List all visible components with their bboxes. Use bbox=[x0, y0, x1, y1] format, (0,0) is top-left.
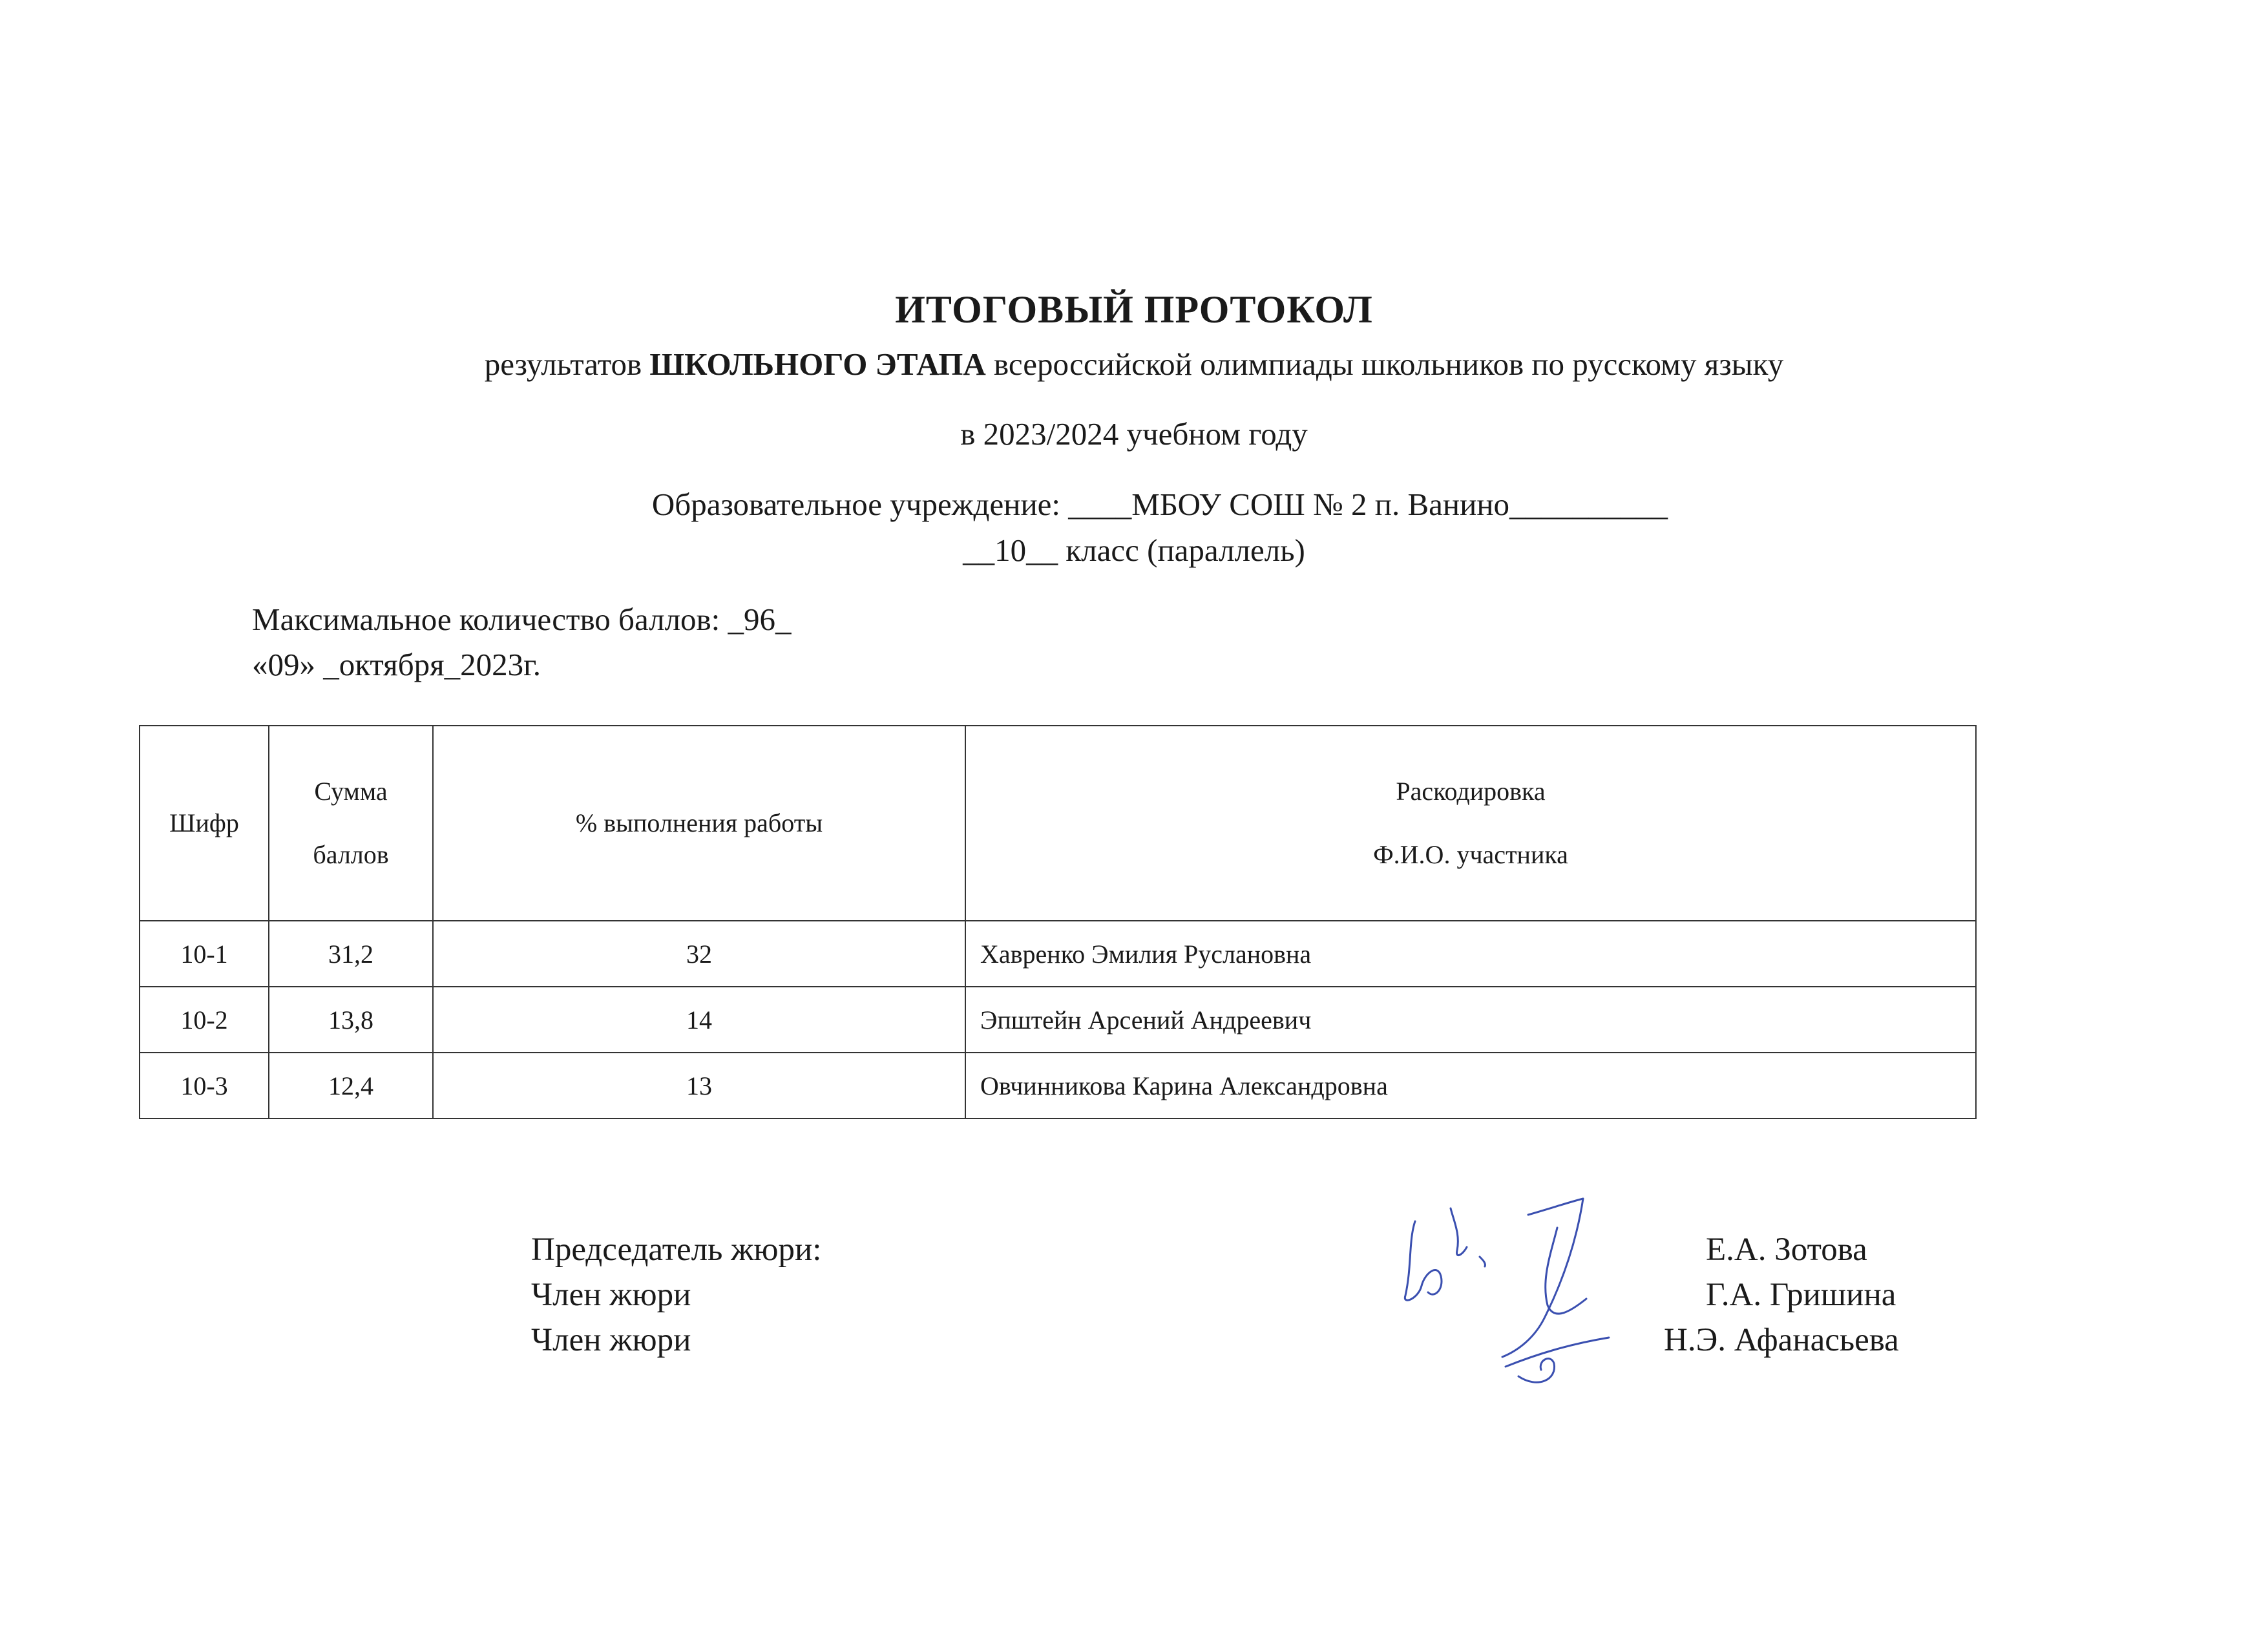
signature-stroke bbox=[1480, 1257, 1485, 1266]
table-row bbox=[140, 921, 1976, 987]
signature-stroke bbox=[1405, 1221, 1442, 1300]
cell-score: 12,4 bbox=[269, 1053, 433, 1119]
protocol-date: «09» _октября_2023г. bbox=[252, 647, 541, 682]
document-subtitle bbox=[0, 346, 2268, 383]
header-score: Сумма баллов bbox=[269, 726, 433, 921]
signature-stroke bbox=[1518, 1359, 1555, 1383]
cell-code: 10-2 bbox=[140, 987, 269, 1053]
results-table bbox=[139, 725, 1977, 1119]
cell-name: Овчинникова Карина Александровна bbox=[965, 1053, 1976, 1119]
signature-stroke bbox=[1502, 1199, 1583, 1357]
jury-member-label: Член жюри bbox=[531, 1322, 691, 1358]
signature-stroke bbox=[1451, 1208, 1467, 1255]
jury-member-name: Г.А. Гришина bbox=[1706, 1277, 1896, 1313]
table-row bbox=[140, 987, 1976, 1053]
table-row bbox=[140, 1053, 1976, 1119]
cell-name: Эпштейн Арсений Андреевич bbox=[965, 987, 1976, 1053]
jury-chair-label: Председатель жюри: bbox=[531, 1232, 822, 1268]
cell-percent: 14 bbox=[433, 987, 965, 1053]
cell-percent: 13 bbox=[433, 1053, 965, 1119]
header-decode: Раскодировка Ф.И.О. участника bbox=[965, 726, 1976, 921]
cell-code: 10-1 bbox=[140, 921, 269, 987]
header-code: Шифр bbox=[140, 726, 269, 921]
jury-member-name: Н.Э. Афанасьева bbox=[1664, 1322, 1899, 1358]
signature-stroke bbox=[1506, 1338, 1609, 1367]
jury-member-label: Член жюри bbox=[531, 1277, 691, 1313]
table-header-row bbox=[140, 726, 1976, 921]
document-title: ИТОГОВЫЙ ПРОТОКОЛ bbox=[895, 288, 1373, 331]
handwritten-signatures bbox=[1389, 1182, 1712, 1409]
subtitle-prefix: результатов bbox=[484, 346, 650, 382]
jury-chair-name: Е.А. Зотова bbox=[1706, 1232, 1867, 1268]
cell-score: 31,2 bbox=[269, 921, 433, 987]
cell-name: Хавренко Эмилия Руслановна bbox=[965, 921, 1976, 987]
cell-code: 10-3 bbox=[140, 1053, 269, 1119]
subtitle-stage: ШКОЛЬНОГО ЭТАПА bbox=[649, 346, 986, 382]
academic-year: в 2023/2024 учебном году bbox=[960, 416, 1308, 452]
class-line: __10__ класс (параллель) bbox=[963, 532, 1305, 568]
header-percent: % выполнения работы bbox=[433, 726, 965, 921]
subtitle-suffix: всероссийской олимпиады школьников по русскому языку bbox=[985, 346, 1784, 382]
institution-line: Образовательное учреждение: ____МБОУ СОШ № 2 п. Ванино__________ bbox=[651, 487, 1668, 522]
cell-percent: 32 bbox=[433, 921, 965, 987]
max-points: Максимальное количество баллов: _96_ bbox=[252, 602, 792, 637]
cell-score: 13,8 bbox=[269, 987, 433, 1053]
